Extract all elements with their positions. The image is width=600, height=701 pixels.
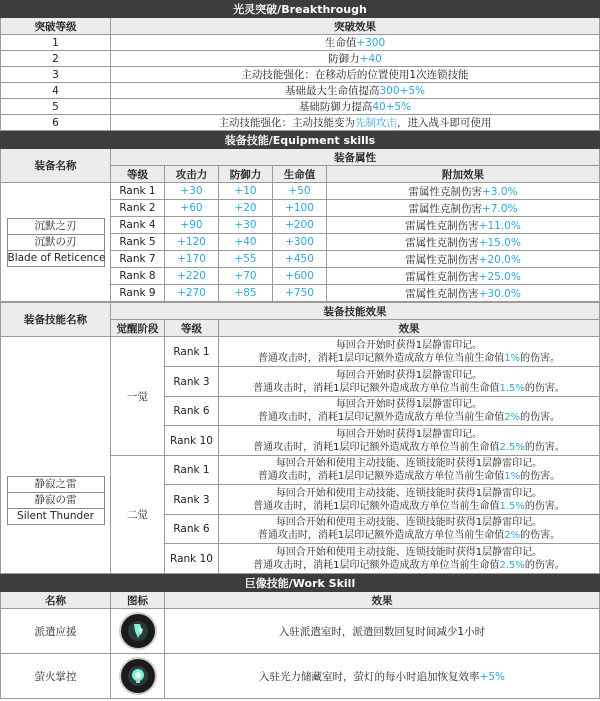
skill-effect-line2-text: 普通攻击时，消耗1层印记额外造成敌方单位当前生命值 — [253, 441, 500, 453]
header-skill-stage: 觉醒阶段 — [111, 320, 165, 337]
skill-effect-line2-tail: 的伤害。 — [524, 500, 565, 512]
skill-effect — [219, 456, 600, 485]
skill-effect-line2-tail: 的伤害。 — [524, 382, 565, 394]
equip-skill-table — [0, 302, 600, 574]
effect-highlight: 40+5% — [372, 101, 412, 113]
effect-text: 主动技能强化：主动技能变为 — [218, 117, 355, 129]
skill-effect-percent: 2.5% — [499, 559, 525, 571]
awakening-stage: 一觉 — [111, 337, 165, 456]
equipment-name-box — [7, 218, 105, 267]
skill-effect-line2-text: 普通攻击时，消耗1层印记额外造成敌方单位当前生命值 — [253, 500, 500, 512]
equipment-row — [1, 183, 600, 200]
skill-effect-line2-text: 普通攻击时，消耗1层印记额外造成敌方单位当前生命值 — [253, 382, 500, 394]
skill-effect-line2-text: 普通攻击时，消耗1层印记额外造成敌方单位当前生命值 — [257, 412, 505, 423]
skill-name-box — [7, 476, 105, 525]
equip-rank: Rank 8 — [111, 268, 165, 285]
breakthrough-row — [1, 35, 600, 51]
work-skill-icon-cell — [111, 609, 165, 654]
equip-atk: +270 — [165, 285, 219, 302]
equip-def: +30 — [219, 217, 273, 234]
skill-rank: Rank 1 — [165, 337, 219, 367]
work-skill-effect — [165, 654, 600, 699]
skill-effect — [219, 426, 600, 456]
skill-rank: Rank 10 — [165, 544, 219, 574]
skill-effect-line2 — [222, 529, 596, 542]
skill-effect-line2 — [222, 382, 596, 395]
equip-atk: +120 — [165, 234, 219, 251]
equip-hp: +100 — [273, 200, 327, 217]
effect-text: 生命值 — [324, 37, 357, 49]
skill-effect-line1: 每回合开始和使用主动技能、连锁技能时获得1层静雷印记。 — [275, 546, 543, 558]
equip-atk: +170 — [165, 251, 219, 268]
equip-def: +70 — [219, 268, 273, 285]
skill-effect-line2-tail: 的伤害。 — [520, 471, 561, 482]
breakthrough-effect — [111, 99, 600, 115]
breakthrough-level: 3 — [1, 67, 111, 83]
work-skill-icon-cell — [111, 654, 165, 699]
skill-effect — [219, 485, 600, 515]
skill-name: 静寂之雷 — [8, 477, 104, 493]
skill-effect-line2-text: 普通攻击时，消耗1层印记额外造成敌方单位当前生命值 — [257, 530, 505, 541]
breakthrough-effect — [111, 83, 600, 99]
breakthrough-table — [0, 0, 600, 131]
skill-effect-percent: 1.5% — [499, 500, 525, 512]
equip-bonus-text: 雷属性克制伤害 — [405, 236, 479, 249]
equip-def: +40 — [219, 234, 273, 251]
skill-effect-percent: 2% — [504, 412, 521, 423]
equip-rank: Rank 4 — [111, 217, 165, 234]
awakening-stage: 二觉 — [111, 456, 165, 574]
equip-bonus-value: +30.0% — [478, 287, 521, 300]
breakthrough-level: 1 — [1, 35, 111, 51]
skill-effect — [219, 337, 600, 367]
equip-bonus-text: 雷属性克制伤害 — [408, 202, 482, 215]
breakthrough-level: 5 — [1, 99, 111, 115]
header-equip-bonus: 附加效果 — [327, 166, 600, 183]
equip-hp: +200 — [273, 217, 327, 234]
breakthrough-effect — [111, 115, 600, 131]
skill-effect-line1: 每回合开始时获得1层静雷印记。 — [335, 428, 483, 440]
skill-effect-line2 — [222, 441, 596, 454]
skill-effect-line2-tail: 的伤害。 — [524, 441, 565, 453]
work-skill-effect-highlight: 1 — [457, 625, 465, 638]
skill-effect-percent: 2.5% — [499, 441, 525, 453]
skill-effect-line1: 每回合开始时获得1层静雷印记。 — [335, 399, 483, 410]
equip-atk: +30 — [165, 183, 219, 200]
header-equipment-name: 装备名称 — [1, 149, 111, 183]
equip-bonus — [327, 200, 600, 217]
work-skill-name: 萤火掌控 — [1, 654, 111, 699]
header-equip-def: 防御力 — [219, 166, 273, 183]
equip-hp: +750 — [273, 285, 327, 302]
header-work-icon: 图标 — [111, 592, 165, 609]
effect-highlight: 300+5% — [379, 85, 425, 97]
equipment-name: 沉默之刃 — [8, 219, 104, 235]
equip-bonus-value: +11.0% — [478, 219, 521, 232]
equip-skill-row — [1, 337, 600, 367]
breakthrough-level: 2 — [1, 51, 111, 67]
header-skill-level: 等级 — [165, 320, 219, 337]
equip-def: +85 — [219, 285, 273, 302]
equip-bonus — [327, 234, 600, 251]
skill-effect-line2 — [222, 411, 596, 424]
work-skill-row — [1, 609, 600, 654]
gear-ribbon-icon — [121, 614, 155, 648]
equip-rank: Rank 5 — [111, 234, 165, 251]
work-skill-effect-text: 入驻光力储藏室时，萤灯的每小时追加恢复效率 — [259, 670, 480, 683]
skill-effect-line1: 每回合开始和使用主动技能、连锁技能时获得1层静雷印记。 — [275, 487, 543, 499]
equip-bonus-text: 雷属性克制伤害 — [405, 219, 479, 232]
skill-rank: Rank 6 — [165, 515, 219, 544]
equipment-name-cell — [1, 183, 111, 302]
equip-hp: +50 — [273, 183, 327, 200]
effect-text: 基础最大生命值提高 — [285, 85, 380, 97]
skill-effect — [219, 367, 600, 397]
skill-effect-line2-tail: 的伤害。 — [520, 352, 561, 364]
breakthrough-row — [1, 99, 600, 115]
equip-bonus-text: 雷属性克制伤害 — [405, 253, 479, 266]
breakthrough-level: 4 — [1, 83, 111, 99]
skill-rank: Rank 3 — [165, 367, 219, 397]
header-work-effect: 效果 — [165, 592, 600, 609]
equip-rank: Rank 9 — [111, 285, 165, 302]
skill-rank: Rank 6 — [165, 397, 219, 426]
equip-atk: +90 — [165, 217, 219, 234]
equip-bonus — [327, 217, 600, 234]
equip-def: +55 — [219, 251, 273, 268]
work-skill-effect-text: 入驻派遣室时，派遣回数回复时间减少 — [278, 625, 458, 638]
skill-effect — [219, 544, 600, 574]
equip-bonus-value: +3.0% — [482, 185, 518, 198]
skill-effect-line2-text: 普通攻击时，消耗1层印记额外造成敌方单位当前生命值 — [253, 559, 500, 571]
header-equipment-attr: 装备属性 — [111, 149, 600, 166]
skill-effect-line2-text: 普通攻击时，消耗1层印记额外造成敌方单位当前生命值 — [257, 352, 505, 364]
breakthrough-effect — [111, 67, 600, 83]
equip-atk: +60 — [165, 200, 219, 217]
skill-effect-line2 — [222, 559, 596, 572]
equip-bonus — [327, 268, 600, 285]
skill-effect-percent: 1% — [504, 471, 521, 482]
breakthrough-effect — [111, 35, 600, 51]
skill-effect-percent: 1% — [504, 352, 521, 364]
skill-name: Silent Thunder — [17, 509, 94, 522]
header-work-name: 名称 — [1, 592, 111, 609]
effect-text: 防御力 — [328, 53, 360, 65]
equip-def: +20 — [219, 200, 273, 217]
equip-bonus — [327, 285, 600, 302]
header-equip-atk: 攻击力 — [165, 166, 219, 183]
equip-def: +10 — [219, 183, 273, 200]
work-skill-name: 派遣应援 — [1, 609, 111, 654]
effect-text: 主动技能强化：在移动后的位置使用1次连锁技能 — [241, 69, 469, 81]
skill-effect-line1: 每回合开始和使用主动技能、连锁技能时获得1层静雷印记。 — [275, 458, 543, 469]
equip-bonus — [327, 183, 600, 200]
effect-highlight: 先制攻击 — [355, 117, 397, 129]
equip-bonus-value: +25.0% — [478, 270, 521, 283]
equip-bonus — [327, 251, 600, 268]
skill-effect-line1: 每回合开始和使用主动技能、连锁技能时获得1层静雷印记。 — [275, 517, 543, 528]
skill-effect-line2-tail: 的伤害。 — [520, 530, 561, 541]
equip-bonus-text: 雷属性克制伤害 — [408, 185, 482, 198]
breakthrough-row — [1, 67, 600, 83]
equipment-table — [0, 131, 600, 302]
work-skill-effect-tail: 小时 — [464, 625, 486, 638]
header-breakthrough-effect: 突破效果 — [111, 18, 600, 35]
lamp-bulb-icon — [121, 659, 155, 693]
header-equip-hp: 生命值 — [273, 166, 327, 183]
equip-bonus-value: +15.0% — [478, 236, 521, 249]
equip-atk: +220 — [165, 268, 219, 285]
skill-name: 静寂の雷 — [8, 493, 104, 509]
effect-highlight: +40 — [359, 53, 382, 65]
skill-effect-percent: 2% — [504, 530, 521, 541]
equip-bonus-value: +20.0% — [478, 253, 521, 266]
equip-bonus-value: +7.0% — [482, 202, 518, 215]
skill-effect-line2 — [222, 500, 596, 513]
skill-rank: Rank 1 — [165, 456, 219, 485]
breakthrough-row — [1, 115, 600, 131]
equip-hp: +300 — [273, 234, 327, 251]
header-skill-effect: 效果 — [219, 320, 600, 337]
work-skill-table — [0, 574, 600, 699]
equip-rank: Rank 2 — [111, 200, 165, 217]
work-skill-row — [1, 654, 600, 699]
header-skill-name: 装备技能名称 — [1, 303, 111, 337]
skill-effect-line2-tail: 的伤害。 — [524, 559, 565, 571]
skill-effect — [219, 515, 600, 544]
effect-highlight: +300 — [356, 37, 386, 49]
equip-hp: +600 — [273, 268, 327, 285]
skill-effect-line2 — [222, 470, 596, 483]
skill-effect-line2-text: 普通攻击时，消耗1层印记额外造成敌方单位当前生命值 — [257, 471, 505, 482]
breakthrough-level: 6 — [1, 115, 111, 131]
work-skill-effect-highlight: +5% — [479, 670, 505, 683]
skill-effect — [219, 397, 600, 426]
work-skill-effect — [165, 609, 600, 654]
skill-effect-percent: 1.5% — [499, 382, 525, 394]
header-skill-effect-group: 装备技能效果 — [111, 303, 600, 320]
work-skill-title: 巨像技能/Work Skill — [1, 575, 600, 592]
skill-name-cell — [1, 337, 111, 574]
equip-hp: +450 — [273, 251, 327, 268]
effect-tail: ，进入战斗即可使用 — [397, 117, 492, 129]
header-equip-level: 等级 — [111, 166, 165, 183]
equipment-name: Blade of Reticence — [7, 251, 106, 264]
skill-effect-line1: 每回合开始时获得1层静雷印记。 — [335, 339, 483, 351]
skill-effect-line1: 每回合开始时获得1层静雷印记。 — [335, 369, 483, 381]
breakthrough-row — [1, 83, 600, 99]
breakthrough-title: 光灵突破/Breakthrough — [1, 1, 600, 18]
skill-effect-line2 — [222, 352, 596, 365]
skill-effect-line2-tail: 的伤害。 — [520, 412, 561, 423]
skill-rank: Rank 3 — [165, 485, 219, 515]
skill-rank: Rank 10 — [165, 426, 219, 456]
equip-rank: Rank 7 — [111, 251, 165, 268]
equipment-name: 沉默の刃 — [8, 235, 104, 251]
equipment-title: 装备技能/Equipment skills — [1, 132, 600, 149]
equip-rank: Rank 1 — [111, 183, 165, 200]
header-breakthrough-level: 突破等级 — [1, 18, 111, 35]
effect-text: 基础防御力提高 — [298, 101, 373, 113]
equip-bonus-text: 雷属性克制伤害 — [405, 287, 479, 300]
breakthrough-row — [1, 51, 600, 67]
breakthrough-effect — [111, 51, 600, 67]
equip-bonus-text: 雷属性克制伤害 — [405, 270, 479, 283]
